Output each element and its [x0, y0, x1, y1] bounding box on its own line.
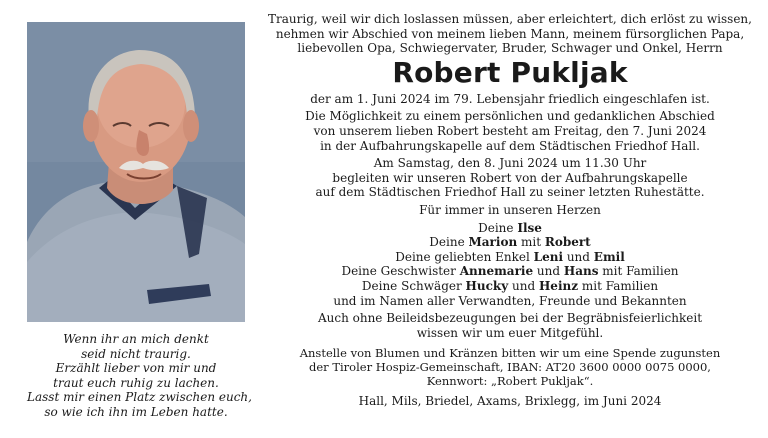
mourner-wife [262, 221, 758, 236]
poem-line: traut euch ruhig zu lachen. [53, 375, 219, 390]
condolence-paragraph [262, 311, 758, 340]
burial-line: auf dem Städtischen Friedhof Hall zu seiner letzten Ruhestätte. [315, 185, 705, 200]
mourner-name: Marion [468, 235, 518, 250]
mourner-joiner: und [563, 249, 594, 264]
burial-paragraph [262, 156, 758, 200]
mourner-prefix: Deine [429, 235, 469, 250]
burial-line: begleiten wir unseren Robert von der Aufbahrungskapelle [332, 170, 688, 185]
condolence-line: Auch ohne Beileidsbezeugungen bei der Begräbnisfeierlichkeit [317, 311, 703, 326]
poem [27, 332, 252, 420]
mourner-name: Hucky [465, 278, 509, 293]
mourner-in-laws [262, 279, 758, 294]
poem-line: Wenn ihr an mich denkt [63, 332, 209, 346]
mourner-name: Annemarie [459, 264, 534, 279]
intro-line: liebevollen Opa, Schwiegervater, Bruder, Schwager und Onkel, Herrn [297, 41, 723, 56]
mourner-name: Leni [533, 249, 564, 264]
mourners-list [262, 221, 758, 309]
farewell-line: in der Aufbahrungskapelle auf dem Städtischen Friedhof Hall. [320, 138, 700, 153]
mourner-prefix: Deine geliebten Enkel [395, 249, 534, 264]
mourner-joiner: und [533, 264, 564, 279]
mourner-joiner: und [508, 278, 539, 293]
farewell-line: Die Möglichkeit zu einem persönlichen und gedanklichen Abschied [305, 109, 715, 124]
mourner-name: Emil [593, 249, 625, 264]
burial-line: Am Samstag, den 8. Juni 2024 um 11.30 Uhr [373, 156, 647, 171]
mourner-others: und im Namen aller Verwandten, Freunde und Bekannten [333, 293, 687, 308]
mourner-daughter [262, 235, 758, 250]
intro-line: Traurig, weil wir dich loslassen müssen, aber erleichtert, dich erlöst zu wissen, [268, 12, 752, 26]
donation-line: Anstelle von Blumen und Kränzen bitten wir um eine Spende zugunsten [299, 346, 721, 361]
mourner-joiner: mit [517, 235, 545, 250]
portrait-photo [27, 22, 245, 322]
poem-line: Lasst mir einen Platz zwischen euch, [27, 390, 252, 405]
forever-line: Für immer in unseren Herzen [419, 202, 601, 217]
notice-text [262, 12, 758, 409]
condolence-line: wissen wir um euer Mitgefühl. [416, 325, 604, 340]
farewell-line: von unserem lieben Robert besteht am Freitag, den 7. Juni 2024 [313, 123, 707, 138]
donation-line: Kennwort: „Robert Pukljak“. [426, 374, 594, 389]
donation-line: der Tiroler Hospiz-Gemeinschaft, IBAN: AT20 3600 0000 0075 0000, [309, 360, 711, 375]
donation-paragraph [262, 346, 758, 388]
intro-paragraph [262, 12, 758, 56]
poem-line: so wie ich ihn im Leben hatte. [44, 404, 228, 419]
mourner-grandchildren [262, 250, 758, 265]
mourner-prefix: Deine Schwäger [361, 278, 466, 293]
poem-line: seid nicht traurig. [81, 346, 191, 361]
mourner-suffix: mit Familien [578, 278, 659, 293]
intro-line: nehmen wir Abschied von meinem lieben Mann, meinem fürsorglichen Papa, [275, 26, 745, 41]
mourner-name: Hans [563, 264, 599, 279]
place-date: Hall, Mils, Briedel, Axams, Brixlegg, im Juni 2024 [358, 394, 662, 409]
mourner-name: Robert [544, 235, 591, 250]
poem-line: Erzählt lieber von mir und [55, 361, 217, 376]
farewell-paragraph [262, 109, 758, 153]
deceased-name: Robert Pukljak [392, 55, 628, 89]
mourner-siblings [262, 264, 758, 279]
mourner-name: Ilse [517, 220, 542, 235]
passing-line: der am 1. Juni 2024 im 79. Lebensjahr friedlich eingeschlafen ist. [310, 91, 710, 106]
mourner-suffix: mit Familien [598, 264, 679, 279]
mourner-name: Heinz [538, 278, 579, 293]
mourner-prefix: Deine Geschwister [341, 264, 460, 279]
mourner-prefix: Deine [478, 220, 518, 235]
